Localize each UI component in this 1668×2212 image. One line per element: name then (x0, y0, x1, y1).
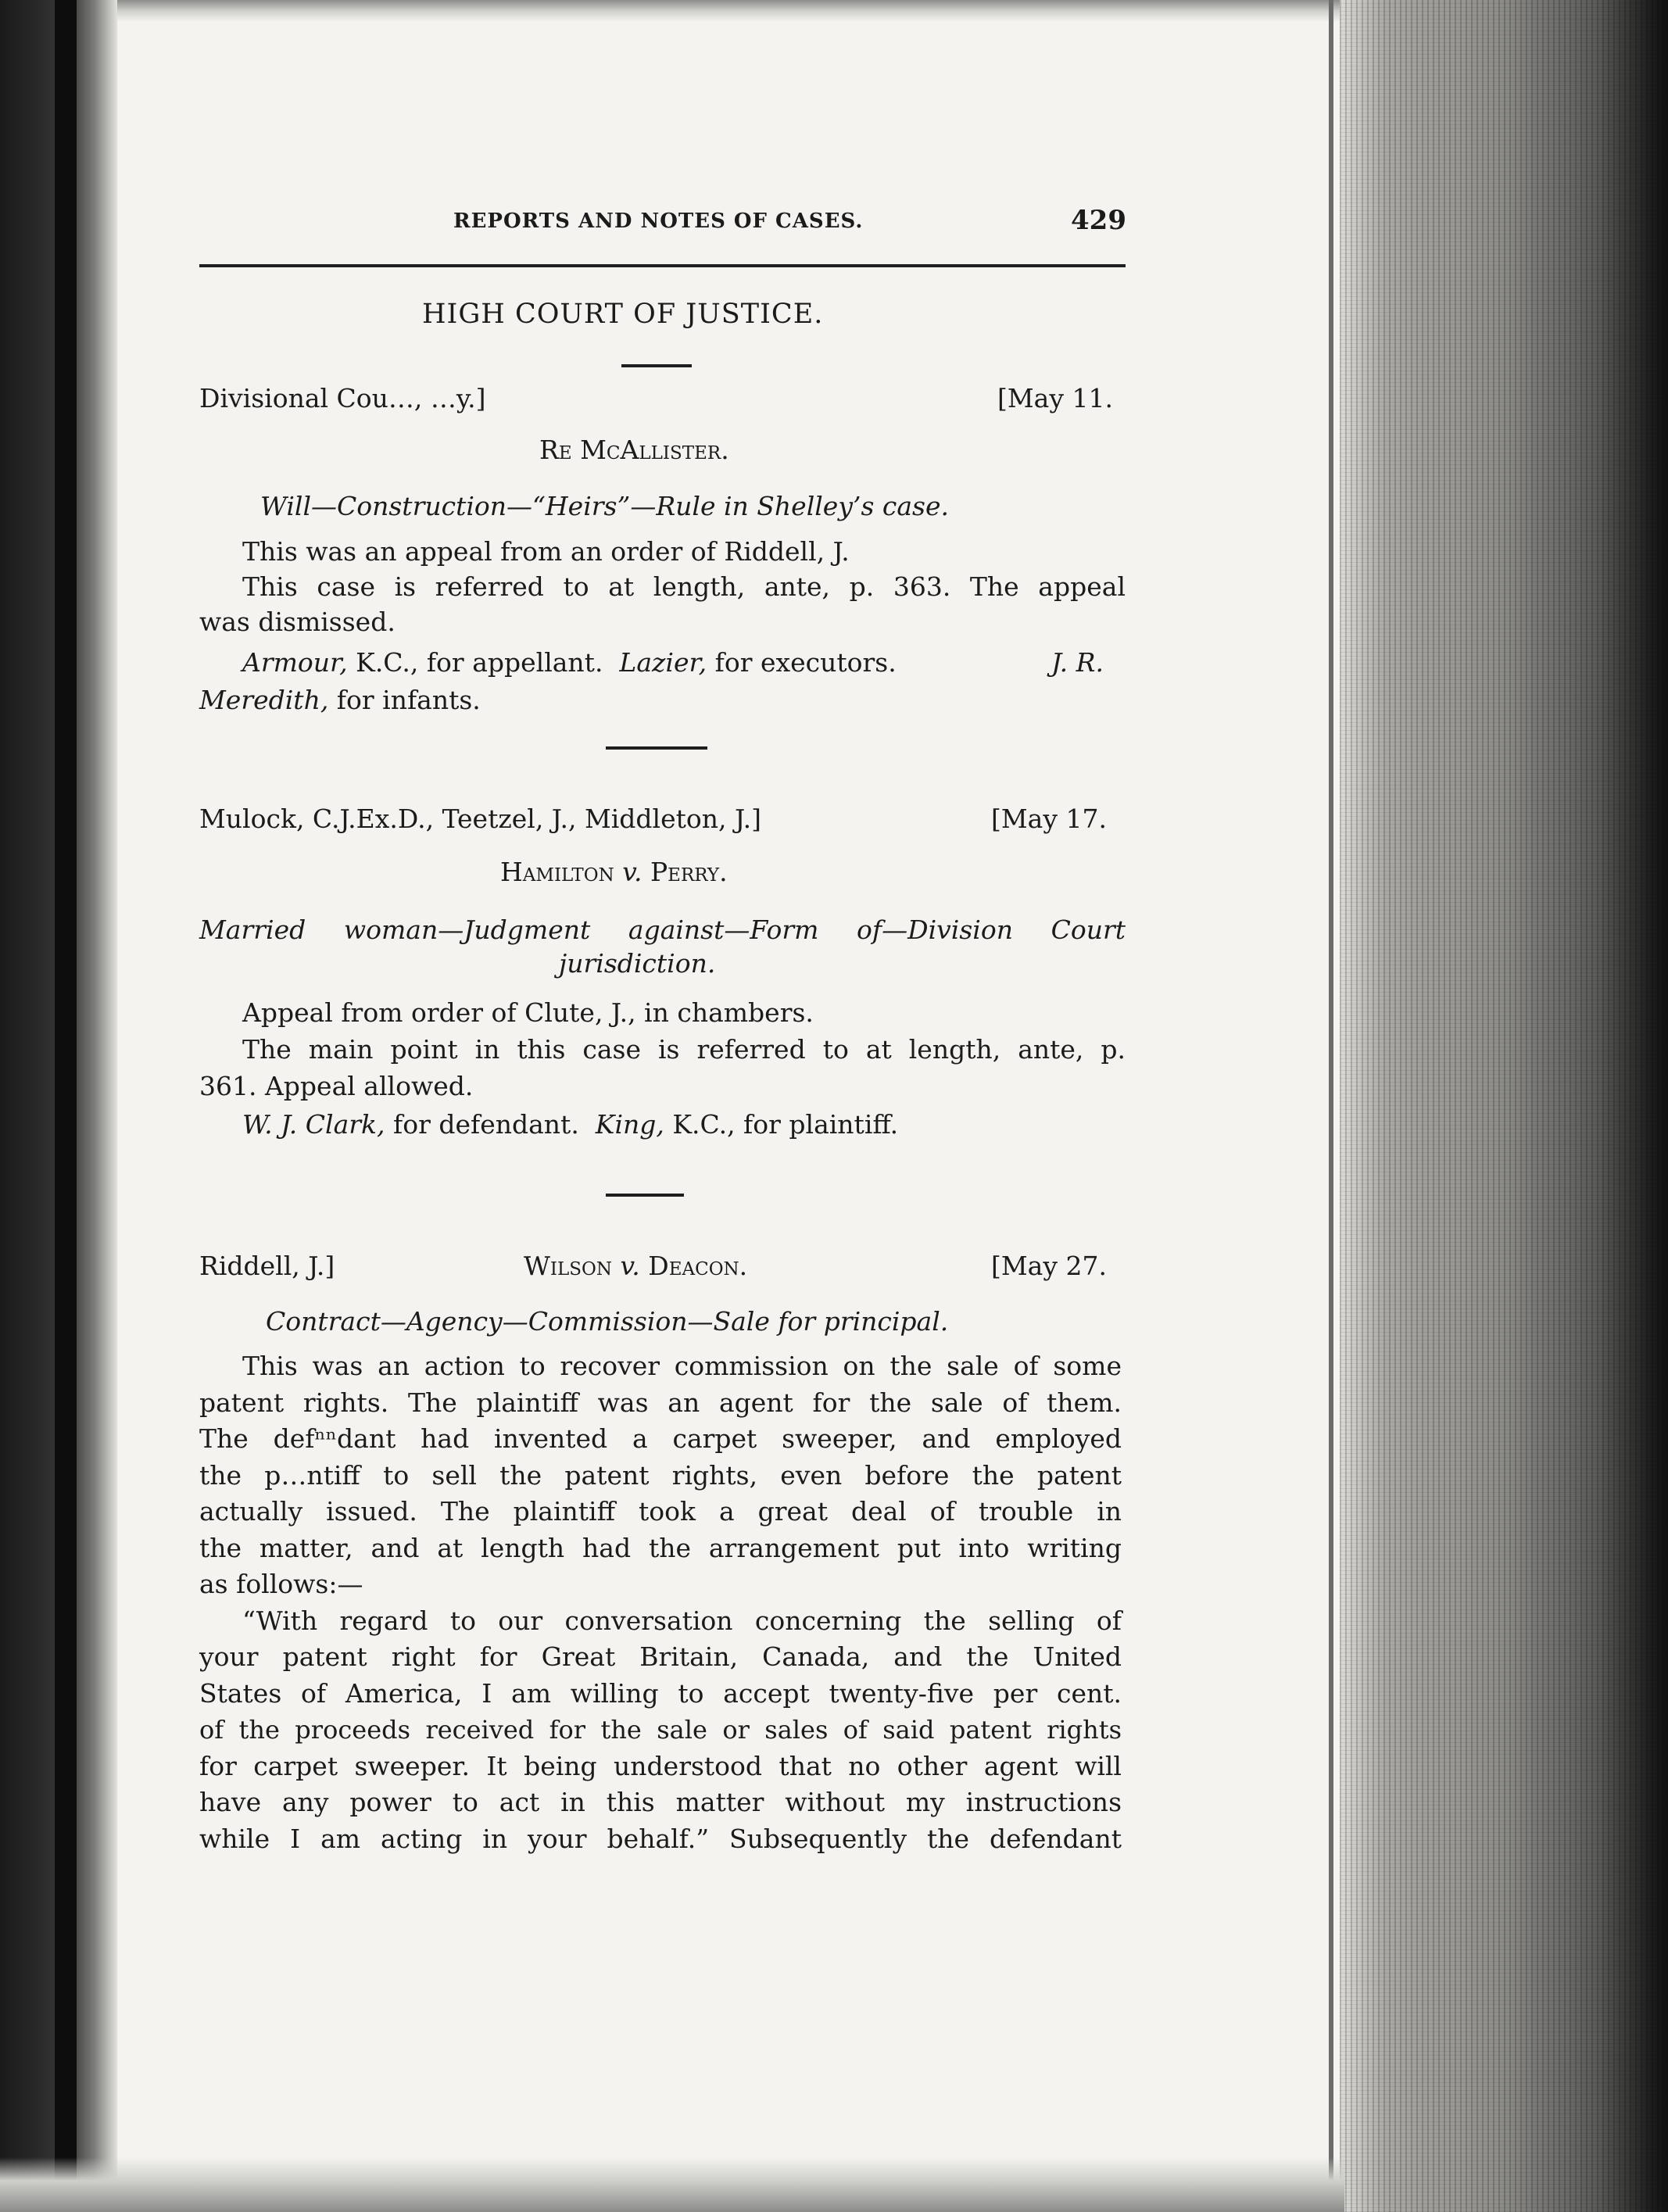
case-bench: Divisional Cou…, …y.] (199, 383, 486, 413)
header-rule (199, 264, 1126, 267)
paragraph-line: This was an action to recover commission on the sale of some (242, 1351, 1122, 1381)
paragraph-line: for carpet sweeper. It being understood that no other agent will (199, 1750, 1122, 1781)
paragraph-line: the p…ntiff to sell the patent rights, even before the patent (199, 1459, 1122, 1491)
case-name (524, 1248, 747, 1284)
paragraph-line: States of America, I am willing to accept twenty-five per cent. (199, 1677, 1122, 1709)
counsel-role: K.C., for appellant. (347, 647, 603, 678)
case-headnote: Contract—Agency—Commission—Sale for principal. (266, 1306, 949, 1337)
page-number: 429 (1071, 205, 1126, 236)
paragraph-line: the matter, and at length had the arrangement put into writing (199, 1532, 1122, 1563)
case-counsel (199, 682, 481, 718)
case-party: Deacon. (648, 1251, 748, 1281)
case-headnote: Will—Construction—“Heirs”—Rule in Shelley’s case. (260, 491, 949, 521)
case-text-line: 361. Appeal allowed. (199, 1071, 474, 1101)
case-text-line: This case is referred to at length, ante, p. 363. The appeal (242, 571, 1126, 602)
paragraph-line: your patent right for Great Britain, Canada, and the United (199, 1641, 1122, 1672)
counsel-name: J. R. (1051, 647, 1104, 678)
case-party: Hamilton (500, 857, 614, 887)
case-date: [May 17. (991, 804, 1107, 834)
case-date: [May 11. (997, 383, 1113, 413)
court-heading: HIGH COURT OF JUSTICE. (422, 299, 824, 330)
counsel-role: for infants. (328, 685, 481, 715)
case-date: [May 27. (991, 1251, 1107, 1281)
counsel-role: for defendant. (385, 1109, 579, 1140)
running-title: REPORTS AND NOTES OF CASES. (453, 209, 864, 233)
scan-top-edge (117, 0, 1352, 22)
case-counsel (242, 1107, 898, 1143)
counsel-name: King, (595, 1109, 664, 1140)
case-text-line: This was an appeal from an order of Riddell, J. (242, 536, 850, 567)
case-bench: Riddell, J.] (199, 1251, 335, 1281)
scan-binding-shadow (55, 0, 77, 2212)
counsel-name: Armour, (242, 647, 348, 678)
case-versus: v. (622, 857, 643, 887)
case-headnote: jurisdiction. (559, 948, 716, 979)
case-party: Wilson (524, 1251, 613, 1281)
case-text-line: The main point in this case is referred to at length, ante, p. (242, 1034, 1126, 1065)
case-name-main: McAllister. (580, 435, 729, 465)
scan-bottom-edge (0, 2157, 1344, 2212)
paragraph-line: actually issued. The plaintiff took a great deal of trouble in (199, 1496, 1122, 1527)
paragraph-line: The defⁿⁿdant had invented a carpet sweeper, and employed (199, 1423, 1122, 1454)
counsel-role: K.C., for plaintiff. (664, 1109, 899, 1140)
counsel-name: Meredith, (199, 685, 329, 715)
counsel-role: for executors. (707, 647, 897, 678)
counsel-name: Lazier, (619, 647, 707, 678)
section-divider (606, 1194, 684, 1197)
case-text-line: was dismissed. (199, 607, 396, 637)
paragraph-line: of the proceeds received for the sale or sales of said patent rights (199, 1715, 1122, 1745)
paragraph-line: patent rights. The plaintiff was an agent for the sale of them. (199, 1387, 1122, 1418)
section-divider (606, 746, 707, 750)
case-headnote: Married woman—Judgment against—Form of—Division Court (199, 915, 1126, 945)
section-divider (621, 364, 692, 367)
case-name (539, 432, 729, 468)
paragraph-line: have any power to act in this matter without my instructions (199, 1787, 1122, 1817)
paragraph-line: while I am acting in your behalf.” Subsequently the defendant (199, 1823, 1122, 1854)
scan-right-edge (1340, 0, 1668, 2212)
case-body-paragraph (199, 1348, 1122, 1857)
case-bench: Mulock, C.J.Ex.D., Teetzel, J., Middleton, J.] (199, 804, 762, 834)
counsel-name: W. J. Clark, (242, 1109, 385, 1140)
paragraph-line: “With regard to our conversation concerning the selling of (242, 1605, 1122, 1636)
case-name-prefix: Re (539, 435, 572, 465)
case-name (500, 854, 728, 890)
paragraph-line: as follows:— (199, 1569, 363, 1599)
case-versus: v. (620, 1251, 640, 1281)
case-party: Perry. (650, 857, 728, 887)
case-counsel (242, 645, 1126, 681)
case-text-line: Appeal from order of Clute, J., in chambers. (242, 997, 814, 1028)
scan-page-edge-line (1329, 0, 1333, 2212)
